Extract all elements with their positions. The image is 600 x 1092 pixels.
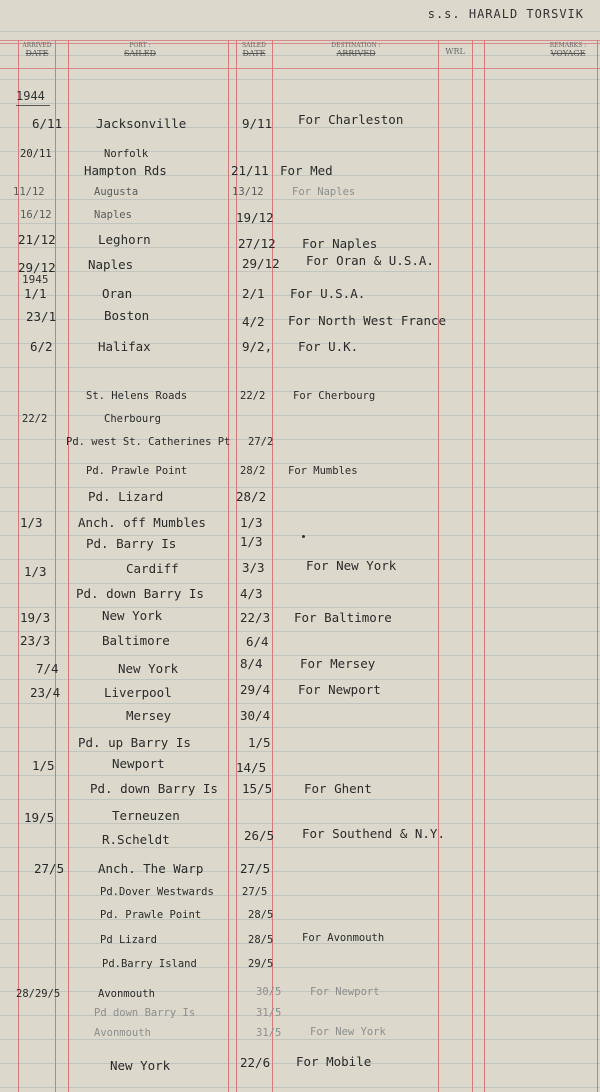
row-port: Avonmouth [98,988,155,1000]
row-arrived: 23/3 [20,633,51,648]
header-arrived [16,42,58,58]
row-port: Avonmouth [94,1027,151,1039]
row-port: Pd. down Barry Is [90,781,218,796]
row-port: Baltimore [102,633,170,648]
row-arrived: 1/3 [20,515,43,530]
row-arrived: 1/5 [32,758,55,773]
header-top-rule-2 [0,43,600,44]
row-port: Boston [104,308,150,323]
row-sailed: 15/5 [242,781,273,796]
header-destination [316,42,396,58]
row-destination: For Med [280,163,333,178]
row-destination: For Oran & U.S.A. [306,253,434,268]
year-1944: 1944 [16,89,45,103]
row-port: Norfolk [104,148,149,160]
row-arrived: 23/4 [30,685,61,700]
row-arrived: 21/12 [18,232,56,247]
row-port: Terneuzen [112,808,180,823]
row-sailed: 31/5 [256,1007,282,1019]
row-sailed: 29/12 [242,256,280,271]
header-port-label: PORT : [129,42,151,49]
row-sailed: 27/5 [242,886,268,898]
row-sailed: 27/5 [240,861,271,876]
header-remarks-struck: VOYAGE [550,49,586,58]
header-remarks [540,42,596,58]
row-sailed: 28/2 [236,489,267,504]
header-port-struck: SAILED [124,49,156,58]
row-port: Pd. down Barry Is [76,586,204,601]
row-destination: For Mumbles [288,465,358,477]
row-sailed: 28/5 [248,909,274,921]
row-port: Anch. off Mumbles [78,515,206,530]
row-port: Pd. Prawle Point [86,465,188,477]
header-destination-label: DESTINATION : [331,42,381,49]
row-port: Hampton Rds [84,163,167,178]
row-destination: For North West France [288,313,447,328]
row-port: Pd. west St. Catherines Pt [66,436,231,448]
row-port: Halifax [98,339,151,354]
row-sailed: 14/5 [236,760,267,775]
row-destination: For U.K. [298,339,359,354]
row-destination: For New York [306,558,397,573]
header-sailed-label: SAILED [242,42,266,49]
row-sailed: 22/6 [240,1055,271,1070]
column-divider-port-end [228,40,229,1092]
row-port: Augusta [94,186,139,198]
row-arrived: 27/5 [34,861,65,876]
row-sailed: 26/5 [244,828,275,843]
header-arrived-label: ARRIVED [22,42,52,49]
column-divider-remarks-2 [484,40,485,1092]
row-destination: For Charleston [298,112,404,127]
row-arrived: 11/12 [13,186,45,198]
row-sailed: 8/4 [240,656,263,671]
row-port: Oran [102,286,133,301]
header-wrl: WRL [445,47,465,56]
column-divider-port [68,40,69,1092]
row-sailed: 29/5 [248,958,274,970]
row-port: Anch. The Warp [98,861,204,876]
row-sailed: 19/12 [236,210,274,225]
row-sailed: 13/12 [232,186,264,198]
row-sailed: 28/2 [240,465,266,477]
row-port: Pd. Prawle Point [100,909,202,921]
row-destination: For Ghent [304,781,372,796]
row-arrived: 22/2 [22,413,48,425]
row-sailed: 1/3 [240,515,263,530]
row-arrived: 7/4 [36,661,59,676]
row-arrived: 29/12 [18,260,56,275]
row-arrived: 19/3 [20,610,51,625]
ship-title: s.s. HARALD TORSVIK [427,7,584,21]
row-sailed: 21/11 [231,163,269,178]
row-sailed: 28/5 [248,934,274,946]
row-sailed: 9/11 [242,116,273,131]
row-arrived: 19/5 [24,810,55,825]
row-port: Mersey [126,708,172,723]
row-arrived: 6/2 [30,339,53,354]
row-sailed: 1/5 [248,735,271,750]
row-arrived: 20/11 [20,148,52,160]
row-destination: For U.S.A. [290,286,366,301]
row-sailed: 27/12 [238,236,276,251]
row-arrived: 1/3 [24,564,47,579]
row-sailed: 31/5 [256,1027,282,1039]
header-sailed-struck: DATE [242,49,266,58]
row-destination: For Avonmouth [302,932,385,944]
column-divider-arrived [55,40,56,1092]
row-port: Pd. Lizard [88,489,164,504]
row-destination: For Mobile [296,1054,372,1069]
row-port: Leghorn [98,232,151,247]
row-destination: For Southend & N.Y. [302,826,445,841]
row-destination: For New York [310,1026,386,1038]
header-sailed [234,42,274,58]
row-port: Jacksonville [96,116,187,131]
row-destination: For Naples [292,186,356,198]
row-sailed: 30/5 [256,986,282,998]
year-1945: 1945 [22,273,49,286]
row-sailed: 30/4 [240,708,271,723]
row-port: Pd. up Barry Is [78,735,191,750]
row-port: New York [118,661,179,676]
row-port: Cherbourg [104,413,161,425]
row-port: New York [102,608,163,623]
row-arrived: 6/11 [32,116,63,131]
row-sailed: 29/4 [240,682,271,697]
row-destination: For Newport [298,682,381,697]
row-sailed: 22/2 [240,390,266,402]
row-port: Newport [112,756,165,771]
row-sailed: 4/3 [240,586,263,601]
row-port: Pd.Barry Island [102,958,197,970]
header-destination-struck: ARRIVED [336,49,376,58]
row-sailed: 1/3 [240,534,263,549]
row-port: Naples [94,209,132,221]
row-port: Pd down Barry Is [94,1007,196,1019]
row-destination: For Cherbourg [293,390,376,402]
row-arrived: 28/29/5 [16,988,61,1000]
row-destination: For Naples [302,236,378,251]
row-sailed: 6/4 [246,634,269,649]
row-sailed: 3/3 [242,560,265,575]
header-remarks-label: REMARKS : [549,42,587,49]
margin-line-right [597,40,598,1092]
row-destination: For Baltimore [294,610,392,625]
column-divider-wrl [438,40,439,1092]
row-sailed: 9/2, [242,339,273,354]
year-1944-underline [16,105,50,106]
row-port: Naples [88,257,134,272]
row-arrived: 16/12 [20,209,52,221]
row-arrived: 1/1 [24,286,47,301]
row-sailed: 27/2 [248,436,274,448]
row-sailed: 4/2 [242,314,265,329]
row-port: Liverpool [104,685,172,700]
row-arrived: 23/1 [26,309,57,324]
row-port: New York [110,1058,171,1073]
row-destination: For Newport [310,986,380,998]
row-port: Pd. Barry Is [86,536,177,551]
header-top-rule [0,40,600,41]
row-sailed: 2/1 [242,286,265,301]
row-port: Pd Lizard [100,934,157,946]
header-port [100,42,180,58]
column-divider-remarks [472,40,473,1092]
row-port: R.Scheldt [102,832,170,847]
row-port: St. Helens Roads [86,390,188,402]
row-port: Cardiff [126,561,179,576]
row-sailed: 22/3 [240,610,271,625]
ink-mark [302,535,305,538]
header-arrived-struck: DATE [25,49,49,58]
row-port: Pd.Dover Westwards [100,886,214,898]
header-bottom-rule [0,68,600,69]
row-destination: For Mersey [300,656,376,671]
